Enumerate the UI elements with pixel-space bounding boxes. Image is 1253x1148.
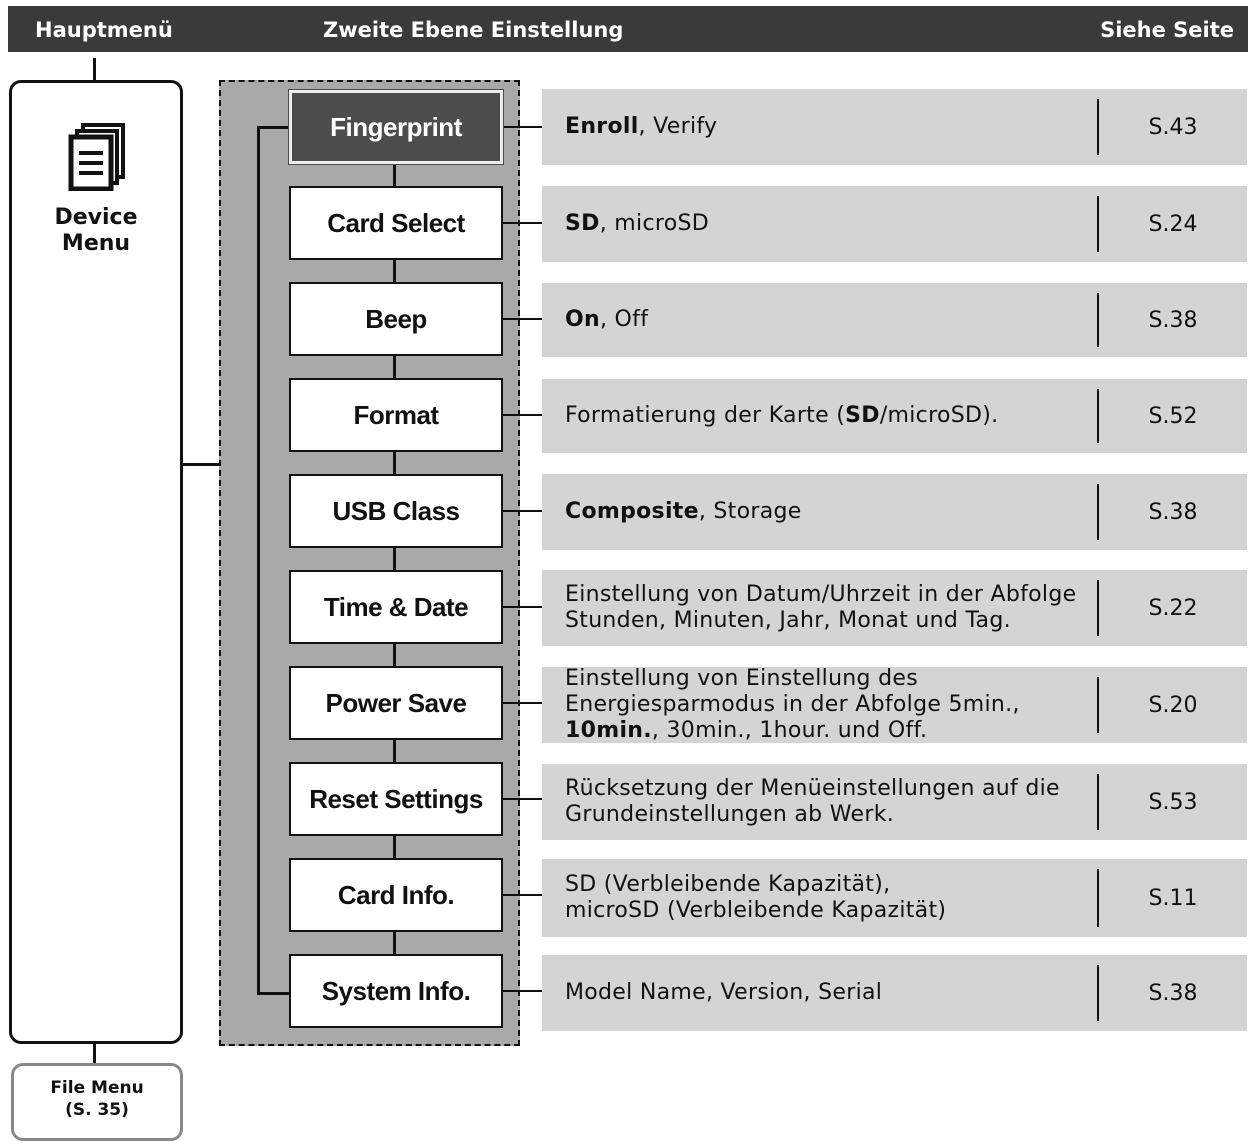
setting-button[interactable]: Reset Settings [289,762,503,836]
option-row [542,859,1247,937]
tree-top-branch [257,126,291,129]
tree-connector [393,932,396,954]
option-default-value: 10min. [565,718,652,743]
tree-connector [393,548,396,570]
option-text: , microSD [599,211,709,236]
option-default-value: SD [565,211,600,236]
option-default-value: SD [845,403,880,428]
tree-connector [393,356,396,378]
page-reference: S.38 [1148,307,1198,333]
option-description [565,89,1095,165]
file-menu-label [14,1077,180,1121]
option-text: Einstellung von Datum/Uhrzeit in der Abfolge Stunden, Minuten, Jahr, Monat und Tag. [565,582,1077,633]
option-text: Formatierung der Karte ( [565,403,846,428]
page-reference: S.38 [1148,499,1198,525]
option-description [565,474,1095,550]
header-see-page: Siehe Seite [1100,18,1234,42]
option-description [565,764,1095,840]
option-connector [503,990,543,992]
setting-button[interactable]: System Info. [289,954,503,1028]
tree-bottom-branch [257,992,291,995]
option-row [542,955,1247,1031]
option-row [542,186,1247,262]
option-text: , 30min., 1hour. und Off. [651,718,928,743]
page-reference: S.20 [1148,692,1198,718]
setting-button[interactable]: Card Select [289,186,503,260]
connector-top [93,58,96,82]
option-row [542,474,1247,550]
document-stack-icon [67,121,127,191]
option-row [542,379,1247,453]
option-text: , Off [599,307,649,332]
page-reference: S.24 [1148,211,1198,237]
option-description [565,667,1095,743]
device-menu-label: Device Menu [54,205,138,256]
page-reference: S.38 [1148,980,1198,1006]
connector-main-to-region [180,463,220,466]
option-description [565,570,1095,646]
option-text: SD (Verbleibende Kapazität), [565,872,891,897]
option-connector [503,606,543,608]
setting-button[interactable]: Format [289,378,503,452]
tree-connector [393,740,396,762]
page-reference: S.53 [1148,789,1198,815]
option-row [542,667,1247,743]
option-text: microSD (Verbleibende Kapazität) [565,898,947,923]
tree-connector [393,836,396,858]
setting-button[interactable]: Fingerprint [289,90,503,164]
option-connector [503,894,543,896]
tree-connector [393,164,396,186]
setting-button[interactable]: USB Class [289,474,503,548]
option-default-value: Composite [565,499,699,524]
file-menu-title: File Menu [50,1078,144,1098]
option-connector [503,318,543,320]
file-menu-box[interactable] [11,1063,183,1141]
setting-button[interactable]: Beep [289,282,503,356]
page-reference: S.43 [1148,114,1198,140]
option-connector [503,702,543,704]
option-connector [503,798,543,800]
page-reference: S.52 [1148,403,1198,429]
option-text: Rücksetzung der Menüeinstellungen auf die Grundeinstellungen ab Werk. [565,776,1060,827]
option-text: Model Name, Version, Serial [565,980,883,1005]
tree-connector [393,644,396,666]
option-row [542,570,1247,646]
page-reference: S.22 [1148,595,1198,621]
option-connector [503,510,543,512]
option-row [542,89,1247,165]
option-description [565,955,1095,1031]
tree-vertical-left [257,126,260,994]
option-description [565,283,1095,357]
setting-button[interactable]: Power Save [289,666,503,740]
setting-button[interactable]: Time & Date [289,570,503,644]
option-row [542,283,1247,357]
option-text: /microSD). [879,403,999,428]
header-second-level: Zweite Ebene Einstellung [323,18,624,42]
option-text: , Verify [638,114,718,139]
option-connector [503,126,543,128]
option-description [565,186,1095,262]
file-menu-page: (S. 35) [65,1100,129,1120]
option-connector [503,222,543,224]
option-description [565,859,1095,937]
option-text: , Storage [698,499,802,524]
page-reference: S.11 [1148,885,1198,911]
option-default-value: On [565,307,600,332]
header-bar [8,6,1248,52]
option-row [542,764,1247,840]
tree-connector [393,452,396,474]
option-text: Einstellung von Einstellung des Energiesparmodus in der Abfolge 5min., [565,666,1020,717]
header-main-menu: Hauptmenü [35,18,173,42]
setting-button[interactable]: Card Info. [289,858,503,932]
option-default-value: Enroll [565,114,639,139]
device-menu-box[interactable] [9,80,183,1044]
option-description [565,379,1095,453]
tree-connector [393,260,396,282]
option-connector [503,414,543,416]
